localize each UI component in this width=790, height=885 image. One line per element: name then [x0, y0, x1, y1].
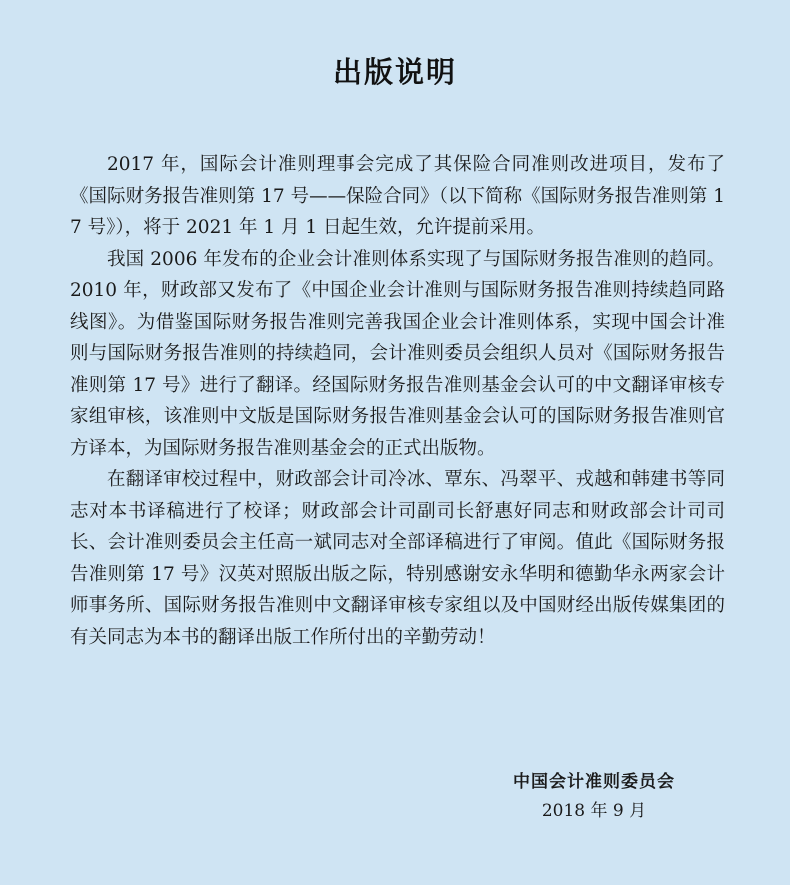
page-title: 出版说明 — [332, 55, 457, 89]
paragraph-intro: 2017 年，国际会计准则理事会完成了其保险合同准则改进项目，发布了《国际财务报告准则第 17 号——保险合同》（以下简称《国际财务报告准则第 17 号》），将于 2021 年 1 月 1 日起生效，允许提前采用。 — [70, 154, 725, 238]
signature-date: 2018 年 9 月 — [541, 801, 647, 821]
paragraph-convergence: 我国 2006 年发布的企业会计准则体系实现了与国际财务报告准则的趋同。2010 年，财政部又发布了《中国企业会计准则与国际财务报告准则持续趋同路线图》。为借鉴国际财务报告准则完善我国企业会计准则体系，实现中国会计准则与国际财务报告准则的持续趋同，会计准则委员会组织人员对《国际财务报告准则第 17 号》进行了翻译。经国际财务报告准则基金会认可的中文翻译审核专家组审核，该准则中文版是国际财务报告准则基金会认可的国际财务报告准则官方译本，为国际财务报告准则基金会的正式出版物。 — [70, 248, 725, 459]
paragraph-acknowledgements: 在翻译审校过程中，财政部会计司冷冰、覃东、冯翠平、戎越和韩建书等同志对本书译稿进行了校译；财政部会计司副司长舒惠好同志和财政部会计司司长、会计准则委员会主任高一斌同志对全部译稿进行了审阅。值此《国际财务报告准则第 17 号》汉英对照版出版之际，特别感谢安永华明和德勤华永两家会计师事务所、国际财务报告准则中文翻译审核专家组以及中国财经出版传媒集团的有关同志为本书的翻译出版工作所付出的辛勤劳动！ — [70, 469, 725, 648]
signature-block — [513, 768, 675, 826]
signature-organization: 中国会计准则委员会 — [513, 772, 675, 792]
document-body — [70, 149, 725, 653]
